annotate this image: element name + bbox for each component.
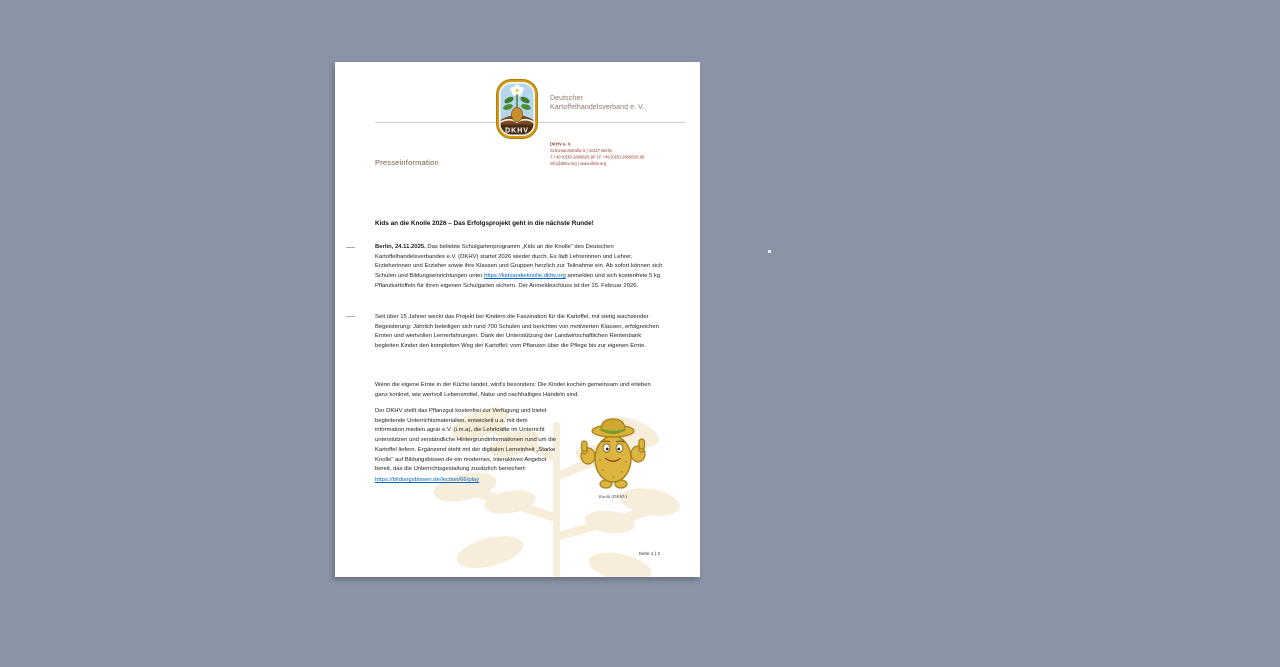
contact-address: Schumannstraße 5 | 10117 Berlin [550, 148, 612, 153]
paragraph-1 [375, 243, 664, 292]
contact-phone: T +49 (0)30-1869820-90 | F +49 (0)30-1869820-99 [550, 154, 645, 160]
knolli-figure [571, 414, 655, 499]
paragraph-4-text: Der DKHV stellt das Pflanzgut kostenfrei zur Verfügung und bietet begleitende Unterrichtsmaterialien, entwickelt u.a. mit dem information.medien.agrar e.V. (i.m.a), die Lehrkräfte im Unterricht unterstützen und verständliche Hintergrundinformationen rund um die Kartoffel liefern. Ergänzend steht mit der digitalen Lerneinheit „Starke Knolle“ auf Bildungsbissen.de ein modernes, interaktives Angebot bereit, das die Unterrichtsgestaltung zusätzlich bereichert: [375, 408, 557, 473]
doc-type-label: Presseinformation [375, 158, 439, 167]
contact-email-web: info@dkhv.org | www.dkhv.org [550, 161, 606, 166]
press-release-page [335, 62, 700, 577]
org-name [550, 94, 690, 112]
change-bar [346, 316, 355, 317]
knolli-mascot-image [575, 414, 651, 490]
paragraph-3: Wenn die eigene Ernte in der Küche landet, wird's besonders: Die Kinder kochen gemeinsam und erleben ganz konkret, wie wertvoll Lebensmittel, Natur und nachhaltiges Handeln sind. [375, 382, 651, 398]
org-name-line1: Deutscher [550, 95, 583, 102]
kids-an-die-knolle-link[interactable]: https://kidsandieknolle.dkhv.org [484, 273, 566, 280]
background-speck [768, 250, 771, 253]
paragraph-1-text: Das beliebte Schulgartenprogramm „Kids an die Knolle“ des Deutschen Kartoffelhandelsverbandes e.V. (DKHV) startet 2026 wieder durch. Es lädt Lehrerinnen und Lehrer, Erzieherinnen und Erzieher sowie ihre Klassen und Gruppen herzlich zur Teilnahme ein. Ab sofort können sich Schulen und Bildungseinrichtungen unter [375, 244, 663, 280]
paragraph-4 [375, 407, 558, 486]
article-title: Kids an die Knolle 2026 – Das Erfolgsprojekt geht in die nächste Runde! [375, 220, 594, 227]
org-name-line2: Kartoffelhandelsverband e. V. [550, 104, 645, 111]
paragraph-1-rest: anmelden und sich kostenfreie 5 kg Pflanzkartoffeln für ihren eigenen Schulgarten sichern. Der Anmeldeschluss ist der 15. Februar 2026. [375, 273, 661, 289]
dkhv-logo [496, 79, 538, 139]
bildungsbissen-link[interactable]: https://bildungsbissen.de/lection/66/play [375, 476, 480, 483]
straw-hat-icon [592, 419, 634, 437]
paragraph-2: Seit über 15 Jahren weckt das Projekt bei Kindern die Faszination für die Kartoffel, mit stetig wachsender Begeisterung: Jährlich beteiligen sich rund 700 Schulen und berichten von motivierten Klassen, erfolgreichen Ernten und wertvollen Lernerfahrungen. Dank der Unterstützung der Landwirtschaftlichen Rentenbank begleiten Kinder den kompletten Weg der Kartoffel: vom Pflanzen über die Pflege bis zur eigenen Ernte. [375, 314, 659, 350]
page-number: Seite 1 | 2 [638, 552, 660, 557]
dateline: Berlin, 24.11.2025. [375, 244, 426, 250]
change-bar [346, 247, 355, 248]
contact-name: DKHV e. V. [550, 141, 572, 147]
figure-caption: Knolli (DKHV) [598, 494, 628, 499]
logo-text: DKHV [505, 127, 529, 135]
contact-block [550, 141, 690, 167]
